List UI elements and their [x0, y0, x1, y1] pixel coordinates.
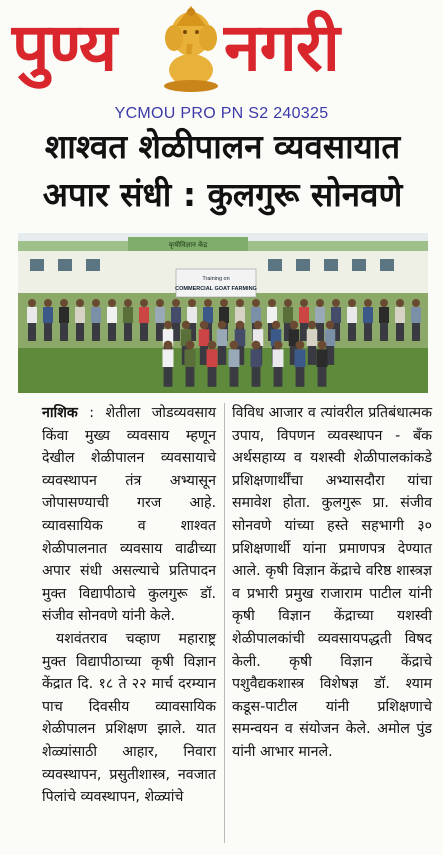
person-head [182, 321, 190, 329]
person-head [76, 299, 84, 307]
person-body [203, 307, 213, 323]
person-body [217, 329, 228, 346]
person-body [251, 349, 262, 367]
banner-text-1: Training on [202, 276, 230, 282]
person-head [164, 341, 173, 350]
person-body [229, 349, 240, 367]
person-body [317, 349, 328, 367]
person-body [411, 307, 421, 323]
person-head [200, 321, 208, 329]
person-body [207, 349, 218, 367]
person-head [28, 299, 36, 307]
person-head [220, 299, 228, 307]
person-legs [364, 323, 372, 341]
person-body [299, 307, 309, 323]
person-head [308, 321, 316, 329]
person-legs [164, 367, 173, 387]
person-head [124, 299, 132, 307]
person-body [43, 307, 53, 323]
paragraph-3-text: विविध आजार व त्यांवरील प्रतिबंधात्मक उपाय, विपणन व्यवस्थापन - बँक अर्थसहाय्य व यशस्वी शेळीपालकांकडे प्रशिक्षणार्थींचा अभ्यासदौरा यांचा समावेश होता. कुलगुरू प्रा. संजीव सोनवणे यांच्या हस्ते सहभागी ३० प्रशिक्षणार्थी यांना प्रमाणपत्र देण्यात आले. कृषी विज्ञान केंद्राचे वरिष्ठ शास्त्रज्ञ व प्रभारी प्रमुख राजाराम पाटील यांनी कृषी विज्ञान केंद्राच्या यशस्वी शेळीपालकांची व्यवसायपद्धती विषद केली. कृषी विज्ञान केंद्राचे पशुवैद्यकशास्त्र विशेषज्ञ डॉ. श्याम कडूस-पाटील यांनी प्रशिक्षणाचे समन्वयन व संयोजन केले. अमोल पुंड यांनी आभार मानले. [232, 405, 432, 760]
masthead-left-word: पुण्य [12, 9, 117, 86]
person-body [283, 307, 293, 323]
person-legs [208, 367, 217, 387]
person-legs [308, 346, 316, 365]
person-head [318, 341, 327, 350]
person-head [230, 341, 239, 350]
person-head [316, 299, 324, 307]
person-legs [28, 323, 36, 341]
person-head [208, 341, 217, 350]
person-head [300, 299, 308, 307]
article-body [0, 400, 443, 855]
person-body [251, 307, 261, 323]
paragraph-3 [232, 402, 432, 764]
person-body [331, 307, 341, 323]
person-legs [218, 346, 226, 365]
person-head [326, 321, 334, 329]
person-head [254, 321, 262, 329]
person-body [267, 307, 277, 323]
person-legs [60, 323, 68, 341]
dateline: नाशिक [42, 405, 78, 421]
paragraph-2-text: यशवंतराव चव्हाण महाराष्ट्र मुक्त विद्यापीठाच्या कृषी विज्ञान केंद्रात दि. १८ ते २२ मार्च दरम्यान पाच दिवसीय व्यावसायिक शेळीपालन प्रशिक्षण झाले. यात शेळ्यांसाठी आहार, निवारा व्यवस्थापन, प्रसुतीशास्त्र, नवजात पिलांचे व्यवस्थापन, शेळ्यांचे [42, 630, 216, 806]
article-column-left [42, 402, 216, 809]
person-head [140, 299, 148, 307]
person-legs [76, 323, 84, 341]
person-legs [140, 323, 148, 341]
person-head [380, 299, 388, 307]
person-legs [44, 323, 52, 341]
person-head [268, 299, 276, 307]
person-legs [274, 367, 283, 387]
person-body [395, 307, 405, 323]
person-body [325, 329, 336, 346]
person-head [252, 299, 260, 307]
person-body [139, 307, 149, 323]
person-head [252, 341, 261, 350]
person-head [164, 321, 172, 329]
headline-line-2: अपार संधी : कुलगुरू सोनवणे [42, 175, 403, 214]
person-body [59, 307, 69, 323]
person-body [187, 307, 197, 323]
article-column-right [232, 402, 432, 764]
person-head [364, 299, 372, 307]
person-body [185, 349, 196, 367]
person-head [396, 299, 404, 307]
group-photo [18, 233, 428, 393]
person-head [186, 341, 195, 350]
person-legs [124, 323, 132, 341]
person-head [412, 299, 420, 307]
person-head [92, 299, 100, 307]
person-body [27, 307, 37, 323]
building-sign: कृषीविज्ञान केंद्र [168, 241, 208, 249]
person-head [236, 321, 244, 329]
ganesha-logo-icon [160, 4, 222, 94]
paragraph-1-text: : शेतीला जोडव्यवसाय किंवा मुख्य व्यवसाय म्हणून देखील शेळीपालन व्यवसायाचे व्यवस्थापन तंत्र अभ्यासून जोपासण्याची गरज आहे. व्यावसायिक व शाश्वत शेळीपालनात व्यवसाय वाढीच्या अपार संधी असल्याचे प्रतिपादन मुक्त विद्यापीठाचे कुलगुरू डॉ. संजीव सोनवणे यांनी केले. [42, 405, 216, 625]
person-legs [318, 367, 327, 387]
person-body [163, 349, 174, 367]
person-legs [92, 323, 100, 341]
person-head [284, 299, 292, 307]
paragraph-1 [42, 402, 216, 628]
person-head [188, 299, 196, 307]
person-head [290, 321, 298, 329]
person-body [379, 307, 389, 323]
person-head [272, 321, 280, 329]
person-body [107, 307, 117, 323]
person-body [315, 307, 325, 323]
headline-line-1: शाश्वत शेळीपालन व्यवसायात [44, 127, 401, 166]
masthead-right-word: नगरी [224, 9, 339, 86]
paragraph-2 [42, 628, 216, 809]
person-legs [108, 323, 116, 341]
banner-text-2: COMMERCIAL GOAT FARMING [175, 286, 257, 292]
masthead [0, 0, 443, 100]
person-body [155, 307, 165, 323]
person-legs [186, 367, 195, 387]
person-head [172, 299, 180, 307]
person-legs [230, 367, 239, 387]
person-legs [252, 367, 261, 387]
person-head [332, 299, 340, 307]
person-body [235, 307, 245, 323]
group-photo-illustration [18, 233, 428, 393]
person-head [296, 341, 305, 350]
person-legs [348, 323, 356, 341]
person-legs [412, 323, 420, 341]
person-body [123, 307, 133, 323]
person-body [199, 329, 210, 346]
person-legs [296, 367, 305, 387]
person-body [363, 307, 373, 323]
person-head [218, 321, 226, 329]
person-body [219, 307, 229, 323]
person-body [75, 307, 85, 323]
person-head [108, 299, 116, 307]
person-body [295, 349, 306, 367]
person-head [204, 299, 212, 307]
person-body [347, 307, 357, 323]
person-body [273, 349, 284, 367]
person-body [91, 307, 101, 323]
person-head [348, 299, 356, 307]
person-legs [396, 323, 404, 341]
person-head [274, 341, 283, 350]
ycmou-tagline: YCMOU PRO PN S2 240325 [114, 105, 329, 122]
person-body [171, 307, 181, 323]
person-head [44, 299, 52, 307]
person-head [236, 299, 244, 307]
person-head [156, 299, 164, 307]
person-legs [380, 323, 388, 341]
person-head [60, 299, 68, 307]
person-body [307, 329, 318, 346]
